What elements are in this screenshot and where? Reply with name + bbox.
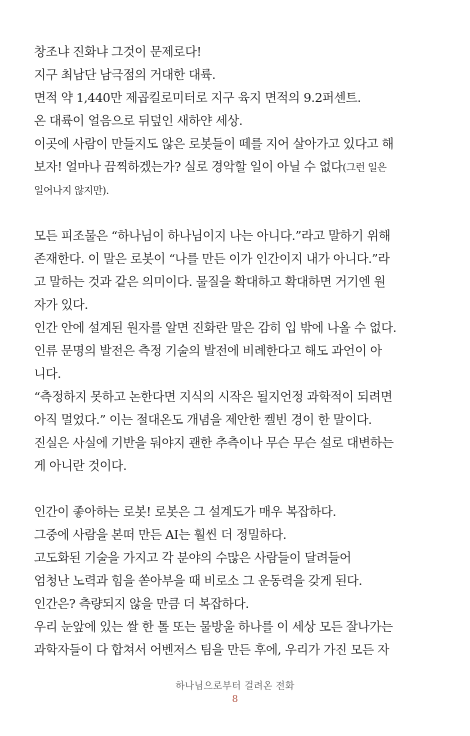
line-text: 지구 최남단 남극점의 거대한 대륙. xyxy=(34,67,216,82)
text-line xyxy=(34,270,438,293)
line-text: 그중에 사람을 본떠 만든 AI는 훨씬 더 정밀하다. xyxy=(34,527,287,542)
page-number: 8 xyxy=(231,694,239,705)
text-line xyxy=(34,155,438,178)
text-line xyxy=(34,615,438,638)
line-text: 과학자들이 다 합쳐서 어벤저스 팀을 만든 후에, 우리가 가진 모든 자 xyxy=(34,642,390,657)
text-line xyxy=(34,178,438,201)
line-text: 진실은 사실에 기반을 둬야지 괜한 추측이나 무슨 무슨 설로 대변하는 xyxy=(34,435,394,450)
line-text: 아직 멀었다.” 이는 절대온도 개념을 제안한 켈빈 경이 한 말이다. xyxy=(34,412,372,427)
line-text: 온 대륙이 얼음으로 뒤덮인 새하얀 세상. xyxy=(34,113,243,128)
body-text xyxy=(34,40,438,661)
line-text: 보자! 얼마나 끔찍하겠는가? 실로 경악할 일이 아닐 수 없다 xyxy=(34,159,343,174)
text-line xyxy=(34,523,438,546)
paragraph-gap xyxy=(34,477,438,500)
text-line xyxy=(34,500,438,523)
text-line xyxy=(34,569,438,592)
text-line xyxy=(34,63,438,86)
line-text: 창조냐 진화냐 그것이 문제로다! xyxy=(34,44,202,59)
text-line xyxy=(34,592,438,615)
line-text: 인간이 좋아하는 로봇! 로봇은 그 설계도가 매우 복잡하다. xyxy=(34,504,337,519)
line-text: 존재한다. 이 말은 로봇이 “나를 만든 이가 인간이지 내가 아니다.”라 xyxy=(34,251,390,266)
running-footer-title: 하나님으로부터 걸려온 전화 xyxy=(175,681,295,692)
text-line xyxy=(34,40,438,63)
text-line xyxy=(34,362,438,385)
line-text: 우리 눈앞에 있는 쌀 한 톨 또는 물방울 하나를 이 세상 모든 잘나가는 xyxy=(34,619,393,634)
line-text: 이곳에 사람이 만들지도 않은 로봇들이 떼를 지어 살아가고 있다고 해 xyxy=(34,136,394,151)
line-text: 모든 피조물은 “하나님이 하나님이지 나는 아니다.”라고 말하기 위해 xyxy=(34,228,391,243)
text-line xyxy=(34,316,438,339)
paragraph xyxy=(34,500,438,661)
line-text: 니다. xyxy=(34,366,61,381)
line-text: 인간은? 측량되지 않을 만큼 더 복잡하다. xyxy=(34,596,249,611)
paragraph-gap xyxy=(34,201,438,224)
text-line xyxy=(34,638,438,661)
text-line xyxy=(34,546,438,569)
paragraph xyxy=(34,40,438,201)
line-text: 엄청난 노력과 힘을 쏟아부을 때 비로소 그 운동력을 갖게 된다. xyxy=(34,573,363,588)
text-line xyxy=(34,132,438,155)
line-text: 인류 문명의 발전은 측정 기술의 발전에 비례한다고 해도 과언이 아 xyxy=(34,343,382,358)
line-text: 고 말하는 것과 같은 의미이다. 물질을 확대하고 확대하면 거기엔 원 xyxy=(34,274,386,289)
text-line xyxy=(34,86,438,109)
text-line xyxy=(34,408,438,431)
aside-text: 일어나지 않지만). xyxy=(34,186,109,197)
text-line xyxy=(34,224,438,247)
line-text: 인간 안에 설계된 원자를 알면 진화란 말은 감히 입 밖에 나올 수 없다. xyxy=(34,320,397,335)
text-line xyxy=(34,109,438,132)
paragraph xyxy=(34,224,438,477)
text-line xyxy=(34,247,438,270)
text-line xyxy=(34,385,438,408)
line-text: 자가 있다. xyxy=(34,297,88,312)
text-line xyxy=(34,454,438,477)
line-text: “측정하지 못하고 논한다면 지식의 시작은 될지언정 과학적이 되려면 xyxy=(34,389,393,404)
line-text: 고도화된 기술을 가지고 각 분야의 수많은 사람들이 달려들어 xyxy=(34,550,352,565)
line-text: 면적 약 1,440만 제곱킬로미터로 지구 육지 면적의 9.2퍼센트. xyxy=(34,90,361,105)
text-line xyxy=(34,431,438,454)
text-line xyxy=(34,293,438,316)
line-text: 게 아니란 것이다. xyxy=(34,458,127,473)
aside-text: (그런 일은 xyxy=(342,163,387,174)
text-line xyxy=(34,339,438,362)
